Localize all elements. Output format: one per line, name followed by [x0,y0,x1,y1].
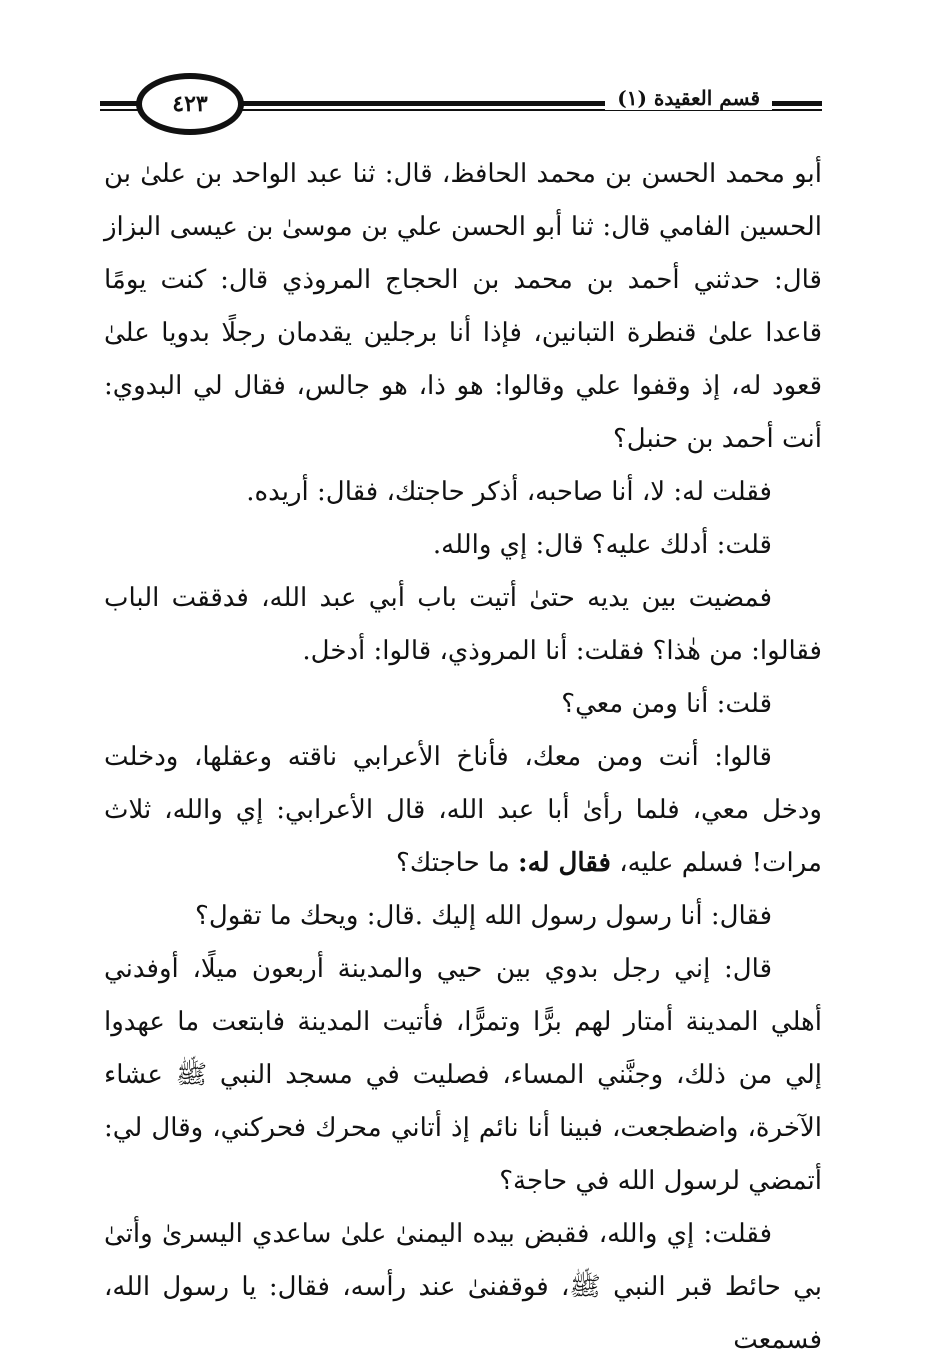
paragraph-text: ما حاجتك؟ [396,848,510,878]
paragraph: فمضيت بين يديه حتىٰ أتيت باب أبي عبد الله، فدققت الباب فقالوا: من هٰذا؟ فقلت: أنا المروذي، قالوا: أدخل. [104,583,822,666]
page-number: ٤٢٣ [172,91,208,117]
paragraph [104,731,822,890]
paragraph-text: قالوا: أنت ومن معك، فأناخ الأعرابي ناقته وعقلها، ودخلت ودخل معي، فلما رأىٰ أبا عبد الله، قال الأعرابي: إي والله، ثلاث مرات! فسلم عليه، [104,742,822,878]
bold-phrase: فقال له: [518,848,611,878]
paragraph: فقلت له: لا، أنا صاحبه، أذكر حاجتك، فقال: أريده. [246,477,772,507]
paragraph: قلت: أنا ومن معي؟ [561,689,772,719]
body-text [104,148,822,1367]
paragraph: قال: إني رجل بدوي بين حيي والمدينة أربعون ميلًا، أوفدني أهلي المدينة أمتار لهم برًّا وتمرًّا، فأتيت المدينة فابتعت ما عهدوا إلي من ذلك، وجنَّني المساء، فصليت في مسجد النبي ﷺ عشاء الآخرة، واضطجعت، فبينا أنا نائم إذ أتاني محرك فحركني، وقال لي: أتمضي لرسول الله في حاجة؟ [104,954,822,1196]
section-title: قسم العقيدة (١) [605,86,772,110]
paragraph: فقال: أنا رسول رسول الله إليك .قال: ويحك ما تقول؟ [195,901,772,931]
page-number-badge [136,73,244,135]
paragraph: أبو محمد الحسن بن محمد الحافظ، قال: ثنا عبد الواحد بن علىٰ بن الحسين الفامي قال: ثنا أبو الحسن علي بن موسىٰ بن عيسى البزاز قال: حدثني أحمد بن محمد بن الحجاج المروذي قال: كنت يومًا قاعدا علىٰ قنطرة التبانين، فإذا أنا برجلين يقدمان رجلًا بدويا علىٰ قعود له، إذ وقفوا علي وقالوا: هو ذا، هو جالس، فقال لي البدوي: أنت أحمد بن حنبل؟ [104,159,822,454]
paragraph: فقلت: إي والله، فقبض بيده اليمنىٰ علىٰ ساعدي اليسرىٰ وأتىٰ بي حائط قبر النبي ﷺ، فوقفنىٰ عند رأسه، فقال: يا رسول الله، فسمعت [104,1219,822,1355]
paragraph: قلت: أدلك عليه؟ قال: إي والله. [432,530,772,560]
page-header [100,70,822,140]
